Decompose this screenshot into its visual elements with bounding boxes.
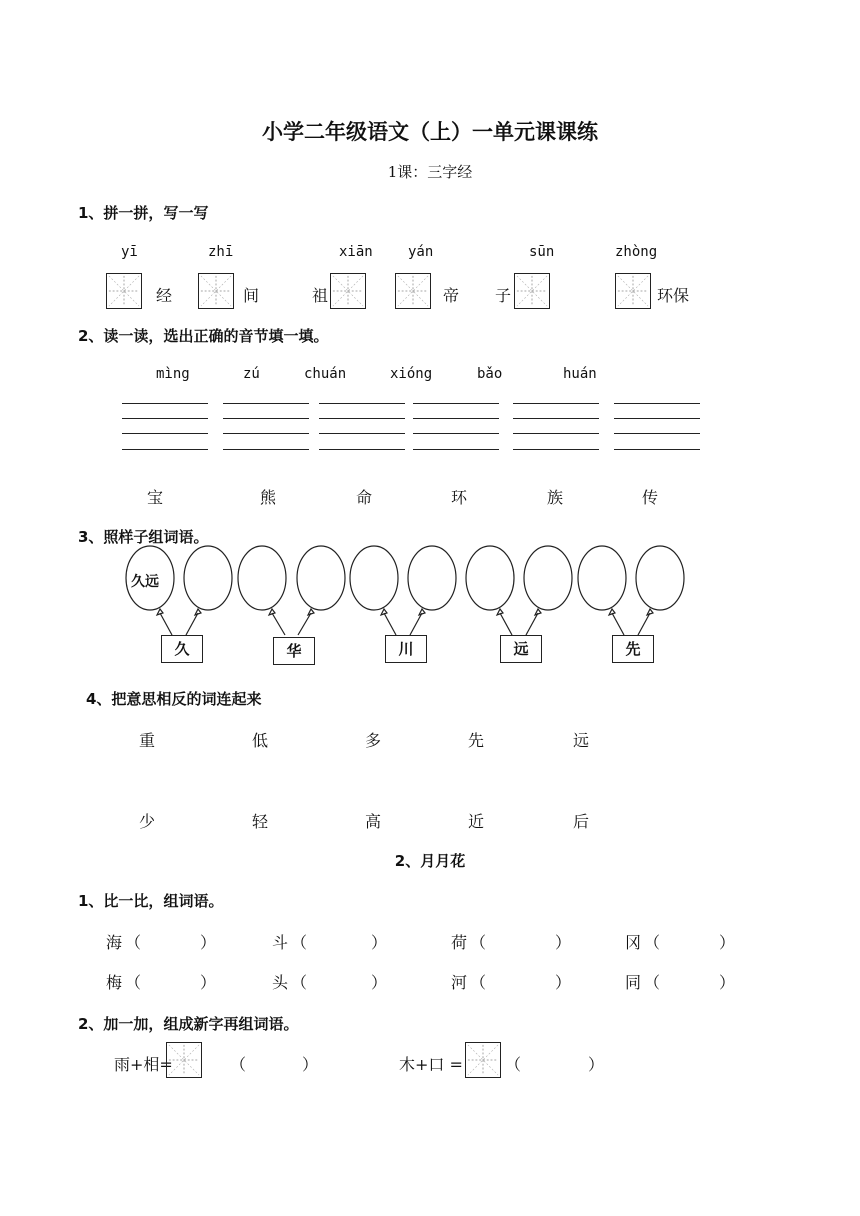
paren-open: （ xyxy=(125,933,142,952)
word-char: 帝 xyxy=(443,286,460,305)
addition-formula: 木+口 = xyxy=(399,1055,463,1074)
compare-char: 梅 xyxy=(106,973,123,992)
pinyin-option: bǎo xyxy=(477,366,503,382)
balloon xyxy=(184,546,232,610)
pinyin-writing-lines[interactable] xyxy=(513,403,599,451)
lesson1-subtitle: 1课：三字经 xyxy=(387,163,473,181)
pinyin-option: xióng xyxy=(390,366,433,382)
q3-heading: 3、照样子组词语。 xyxy=(78,528,209,546)
paren-close: ） xyxy=(719,933,736,952)
pinyin-label: yī xyxy=(121,244,138,260)
example-word: 久远 xyxy=(131,574,159,590)
pinyin-option: chuán xyxy=(304,366,347,382)
l2-q2-heading: 2、加一加，组成新字再组词语。 xyxy=(78,1015,299,1033)
tianzige-box[interactable] xyxy=(395,273,431,309)
pinyin-label: zhī xyxy=(208,244,234,260)
page-title: 小学二年级语文（上）一单元课课练 xyxy=(262,120,598,144)
tianzige-box[interactable] xyxy=(514,273,550,309)
l2-q1-heading: 1、比一比，组词语。 xyxy=(78,892,224,910)
tianzige-box[interactable] xyxy=(106,273,142,309)
paren-close: ） xyxy=(555,933,572,952)
char-box: 远 xyxy=(500,635,542,663)
pinyin-option: zú xyxy=(243,366,260,382)
pinyin-writing-lines[interactable] xyxy=(413,403,499,451)
tianzige-box[interactable] xyxy=(615,273,651,309)
antonym-bottom[interactable]: 近 xyxy=(468,812,485,831)
balloon xyxy=(636,546,684,610)
target-char: 宝 xyxy=(147,488,164,507)
pinyin-writing-lines[interactable] xyxy=(122,403,208,451)
compare-char: 同 xyxy=(625,973,642,992)
tianzige-box[interactable] xyxy=(330,273,366,309)
target-char: 命 xyxy=(356,488,373,507)
pinyin-option: mìng xyxy=(156,366,190,382)
balloon xyxy=(408,546,456,610)
char-box: 先 xyxy=(612,635,654,663)
paren-open: （ xyxy=(470,933,487,952)
q1-heading: 1、拼一拼，写一写 xyxy=(78,204,209,222)
antonym-bottom[interactable]: 后 xyxy=(573,812,590,831)
pinyin-writing-lines[interactable] xyxy=(614,403,700,451)
word-char: 经 xyxy=(156,286,173,305)
paren-open: （ xyxy=(291,933,308,952)
q4-heading: 4、把意思相反的词连起来 xyxy=(86,690,262,708)
paren-close: ） xyxy=(200,933,217,952)
balloon xyxy=(578,546,626,610)
paren-open: （ xyxy=(644,933,661,952)
balloon xyxy=(466,546,514,610)
antonym-top[interactable]: 低 xyxy=(252,731,269,750)
pinyin-label: yán xyxy=(408,244,434,260)
paren-open: （ xyxy=(505,1055,522,1074)
compare-char: 斗 xyxy=(272,933,289,952)
pinyin-label: zhòng xyxy=(615,244,658,260)
balloon xyxy=(524,546,572,610)
compare-char: 海 xyxy=(106,933,123,952)
paren-open: （ xyxy=(230,1055,247,1074)
balloon xyxy=(297,546,345,610)
target-char: 熊 xyxy=(260,488,277,507)
pinyin-option: huán xyxy=(563,366,597,382)
pinyin-writing-lines[interactable] xyxy=(319,403,405,451)
paren-close: ） xyxy=(588,1055,605,1074)
tianzige-box[interactable] xyxy=(198,273,234,309)
pinyin-writing-lines[interactable] xyxy=(223,403,309,451)
antonym-bottom[interactable]: 少 xyxy=(139,812,156,831)
char-box: 华 xyxy=(273,637,315,665)
char-box: 久 xyxy=(161,635,203,663)
word-char: 间 xyxy=(243,286,260,305)
compare-char: 冈 xyxy=(625,933,642,952)
antonym-bottom[interactable]: 轻 xyxy=(252,812,269,831)
tianzige-box[interactable] xyxy=(465,1042,501,1078)
paren-open: （ xyxy=(291,973,308,992)
paren-close: ） xyxy=(302,1055,319,1074)
char-box: 川 xyxy=(385,635,427,663)
target-char: 族 xyxy=(547,488,564,507)
paren-open: （ xyxy=(470,973,487,992)
paren-open: （ xyxy=(125,973,142,992)
compare-char: 荷 xyxy=(451,933,468,952)
antonym-top[interactable]: 远 xyxy=(573,731,590,750)
balloon xyxy=(238,546,286,610)
tianzige-box[interactable] xyxy=(166,1042,202,1078)
paren-close: ） xyxy=(719,973,736,992)
word-char: 子 xyxy=(495,286,512,305)
lesson2-subtitle: 2、月月花 xyxy=(394,852,466,870)
addition-formula: 雨+相= xyxy=(114,1055,173,1074)
paren-close: ） xyxy=(371,933,388,952)
compare-char: 头 xyxy=(272,973,289,992)
target-char: 传 xyxy=(642,488,659,507)
antonym-top[interactable]: 多 xyxy=(365,731,382,750)
paren-open: （ xyxy=(644,973,661,992)
paren-close: ） xyxy=(371,973,388,992)
antonym-bottom[interactable]: 高 xyxy=(365,812,382,831)
compare-char: 河 xyxy=(451,973,468,992)
antonym-top[interactable]: 重 xyxy=(139,731,156,750)
paren-close: ） xyxy=(200,973,217,992)
q2-heading: 2、读一读，选出正确的音节填一填。 xyxy=(78,327,329,345)
paren-close: ） xyxy=(555,973,572,992)
pinyin-label: xiān xyxy=(339,244,373,260)
balloon xyxy=(350,546,398,610)
pinyin-label: sūn xyxy=(529,244,555,260)
target-char: 环 xyxy=(451,488,468,507)
antonym-top[interactable]: 先 xyxy=(468,731,485,750)
balloon-diagram xyxy=(0,545,860,675)
word-char: 环保 xyxy=(657,286,690,305)
word-char: 祖 xyxy=(312,286,329,305)
